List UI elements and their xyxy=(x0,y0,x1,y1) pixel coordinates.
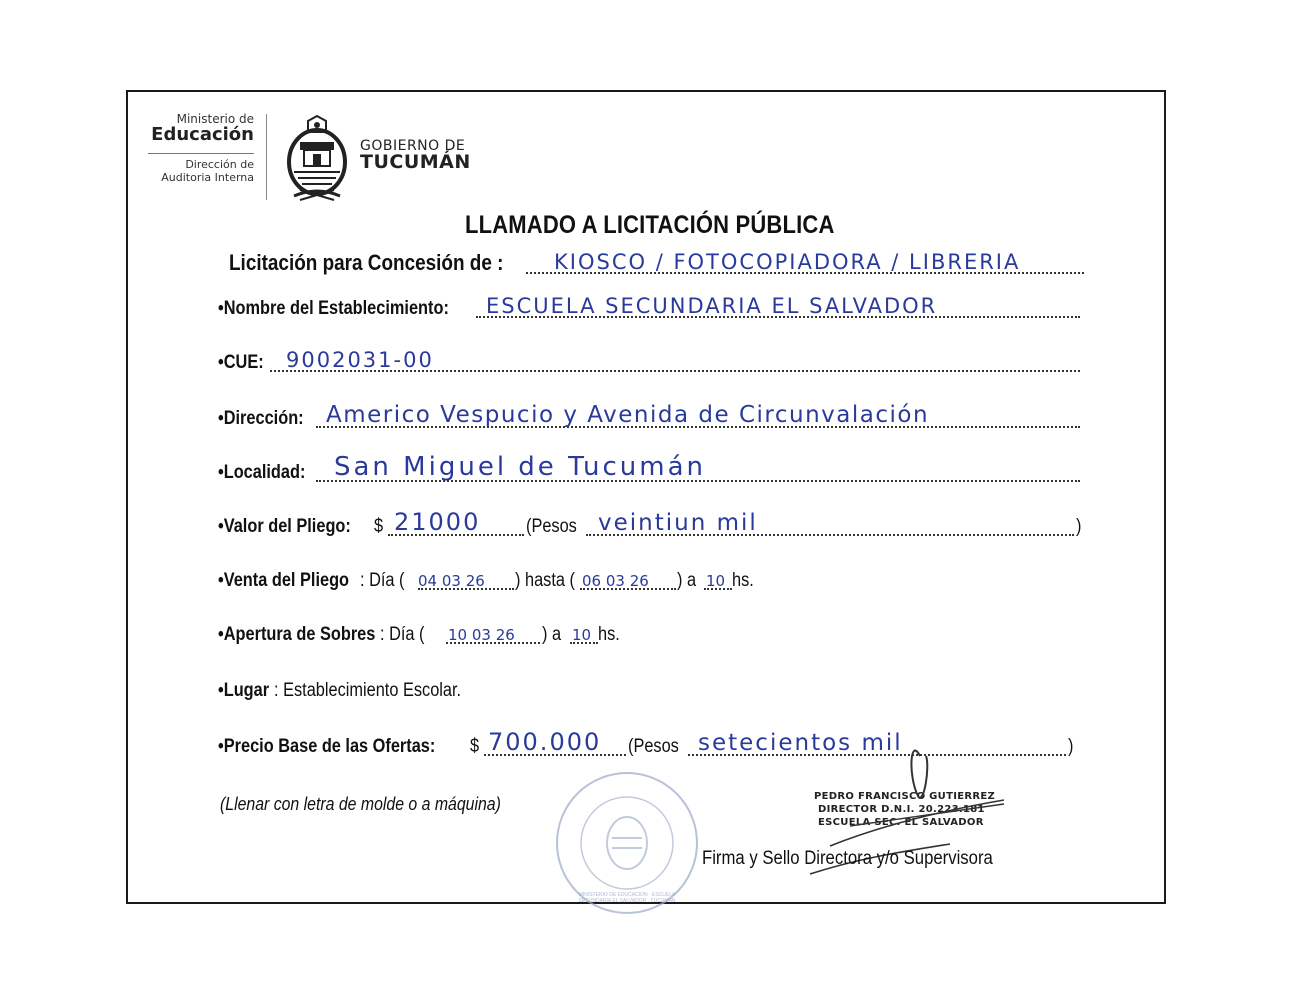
close-paren: ) xyxy=(1068,736,1074,757)
field-label: •Precio Base de las Ofertas: xyxy=(218,736,436,757)
hs-label: hs. xyxy=(732,570,754,591)
handwritten-amount: 700.000 xyxy=(488,728,602,756)
handwritten-words: veintiun mil xyxy=(598,510,758,536)
handwritten-hour: 10 xyxy=(572,626,592,644)
field-label: •Lugar xyxy=(218,680,270,701)
field-label: Licitación para Concesión de : xyxy=(229,250,504,275)
close-paren: ) xyxy=(1076,516,1082,537)
handwritten-value: KIOSCO / FOTOCOPIADORA / LIBRERIA xyxy=(554,250,1021,274)
field-cue xyxy=(218,344,1082,380)
stamp-line1: PEDRO FRANCISCO GUTIERREZ xyxy=(814,791,996,802)
field-venta-pliego xyxy=(218,562,818,598)
field-value: : Establecimiento Escolar. xyxy=(274,680,462,701)
a-label: ) a xyxy=(677,570,697,591)
field-direccion xyxy=(218,400,1082,436)
pesos-label: (Pesos xyxy=(628,736,679,757)
hasta-label: ) hasta ( xyxy=(515,570,575,591)
currency-symbol: $ xyxy=(374,516,384,537)
field-label: •Valor del Pliego: xyxy=(218,516,351,537)
dia-label: : Día ( xyxy=(360,570,405,591)
handwritten-value: ESCUELA SECUNDARIA EL SALVADOR xyxy=(486,294,938,318)
pesos-label: (Pesos xyxy=(526,516,577,537)
ministry-logo xyxy=(138,112,254,184)
field-localidad xyxy=(218,454,1082,490)
handwritten-amount: 21000 xyxy=(394,508,481,536)
field-label: •CUE: xyxy=(218,352,264,373)
field-label: •Venta del Pliego xyxy=(218,570,350,591)
tucuman-coat-of-arms-icon xyxy=(280,112,354,204)
handwritten-value: Americo Vespucio y Avenida de Circunvalación xyxy=(326,402,930,428)
handwritten-value: San Miguel de Tucumán xyxy=(334,452,706,482)
gov-line1: GOBIERNO DE xyxy=(360,138,466,154)
handwritten-words: setecientos mil xyxy=(698,730,903,756)
instruction-note: (Llenar con letra de molde o a máquina) xyxy=(220,794,501,814)
handwritten-hour: 10 xyxy=(706,572,726,590)
field-valor-pliego xyxy=(218,508,1088,544)
page-title: LLAMADO A LICITACIÓN PÚBLICA xyxy=(464,211,835,239)
signature-caption: Firma y Sello Directora y/o Supervisora xyxy=(702,848,993,869)
ministry-line3: Dirección de xyxy=(185,158,254,171)
gov-line2: TUCUMÁN xyxy=(360,151,471,173)
hs-label: hs. xyxy=(598,624,620,645)
field-label: •Localidad: xyxy=(218,462,306,483)
field-label: •Apertura de Sobres xyxy=(218,624,376,645)
field-label: •Dirección: xyxy=(218,408,304,429)
handwritten-date-from: 04 03 26 xyxy=(418,572,485,590)
government-logo-text xyxy=(360,138,471,173)
a-label: ) a xyxy=(542,624,562,645)
header-divider xyxy=(266,114,267,200)
ministry-divider xyxy=(148,153,254,154)
ministry-line4: Auditoria Interna xyxy=(161,171,254,184)
handwritten-date: 10 03 26 xyxy=(448,626,515,644)
stamp-line2: DIRECTOR D.N.I. 20.223.181 xyxy=(818,804,985,815)
field-concesion xyxy=(224,246,1092,282)
field-label: •Nombre del Establecimiento: xyxy=(218,298,449,319)
field-apertura xyxy=(218,616,718,652)
stamp-line3: ESCUELA SEC. EL SALVADOR xyxy=(818,817,984,828)
field-lugar xyxy=(218,672,618,708)
field-establecimiento xyxy=(218,290,1082,326)
ministry-line1: Ministerio de xyxy=(176,112,254,126)
school-seal-stamp xyxy=(552,768,702,918)
handwritten-date-to: 06 03 26 xyxy=(582,572,649,590)
ministry-line2: Educación xyxy=(151,124,254,145)
handwritten-value: 9002031-00 xyxy=(286,348,434,372)
dia-label: : Día ( xyxy=(380,624,425,645)
seal-text: MINISTERIO DE EDUCACION · ESCUELA SECUNDARIA EL SALVADOR · TUCUMAN xyxy=(578,892,676,904)
currency-symbol: $ xyxy=(470,736,480,757)
